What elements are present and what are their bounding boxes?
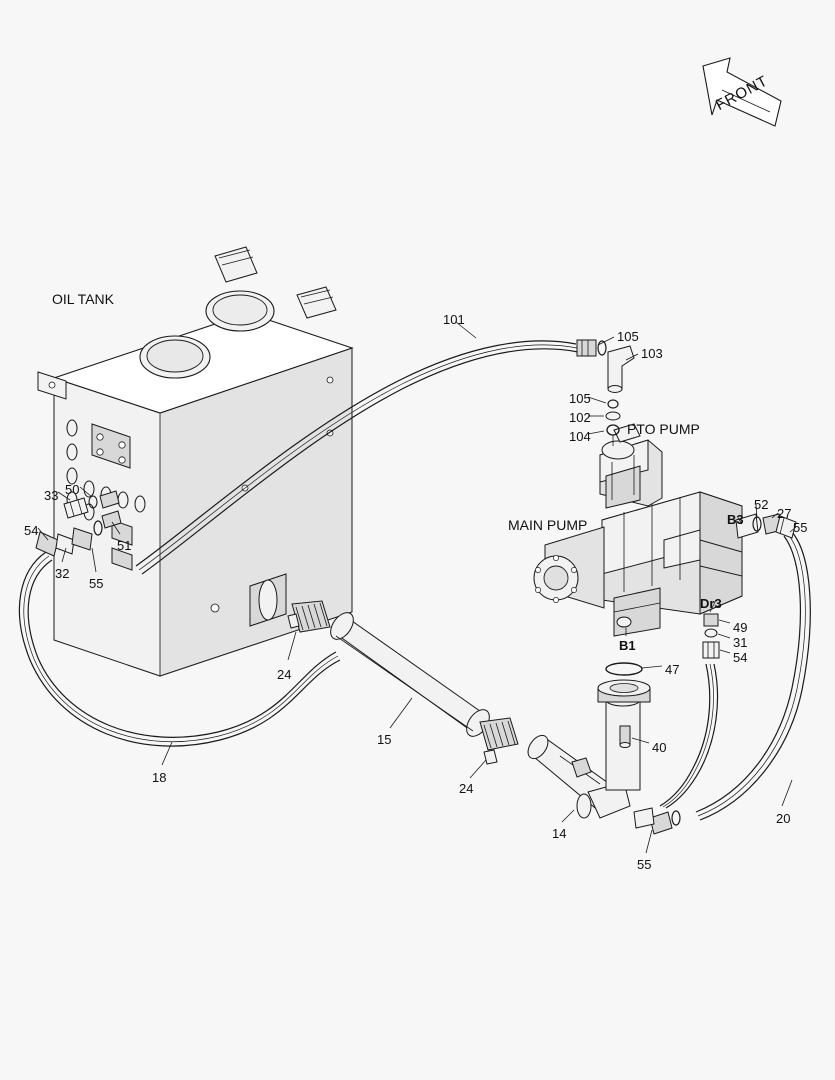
item-number-54-right: 54 xyxy=(733,650,748,665)
port-label-b3: B3 xyxy=(727,512,744,527)
item-number-102: 102 xyxy=(569,410,591,425)
item-number-24-lower: 24 xyxy=(459,781,474,796)
item-number-47: 47 xyxy=(665,662,680,677)
main-pump-label: MAIN PUMP xyxy=(508,517,588,533)
item-number-55-right: 55 xyxy=(793,520,808,535)
drain-hose-dr3 xyxy=(660,614,719,808)
item-number-51: 51 xyxy=(117,538,132,553)
port-label-dr3: Dr3 xyxy=(700,596,722,611)
item-number-27: 27 xyxy=(777,506,792,521)
item-number-40: 40 xyxy=(652,740,667,755)
item-number-55-bottom: 55 xyxy=(637,857,652,872)
item-number-52: 52 xyxy=(754,497,769,512)
suction-elbow-14 xyxy=(524,663,650,818)
item-number-104: 104 xyxy=(569,429,591,444)
item-number-55-left: 55 xyxy=(89,576,104,591)
port-label-b1: B1 xyxy=(619,638,636,653)
item-number-31: 31 xyxy=(733,635,748,650)
pto-pump-label: PTO PUMP xyxy=(627,421,700,437)
item-number-50: 50 xyxy=(65,482,80,497)
item-number-18: 18 xyxy=(152,770,167,785)
oil-tank-label: OIL TANK xyxy=(52,291,114,307)
item-number-105-top: 105 xyxy=(617,329,639,344)
item-number-105-mid: 105 xyxy=(569,391,591,406)
item-number-54-left: 54 xyxy=(24,523,39,538)
item-number-24-upper: 24 xyxy=(277,667,292,682)
main-pump-graphic xyxy=(534,492,758,636)
item-number-14: 14 xyxy=(552,826,567,841)
item-number-103: 103 xyxy=(641,346,663,361)
item-number-20: 20 xyxy=(776,811,791,826)
item-number-33: 33 xyxy=(44,488,59,503)
item-number-101: 101 xyxy=(443,312,465,327)
item-number-32: 32 xyxy=(55,566,70,581)
item-number-15: 15 xyxy=(377,732,392,747)
front-orientation-label: FRONT xyxy=(713,72,772,115)
hose-clamp-24-lower xyxy=(480,718,518,764)
item-number-49: 49 xyxy=(733,620,748,635)
suction-tube-15 xyxy=(326,609,494,741)
hose-clamp-24-upper xyxy=(288,601,330,632)
